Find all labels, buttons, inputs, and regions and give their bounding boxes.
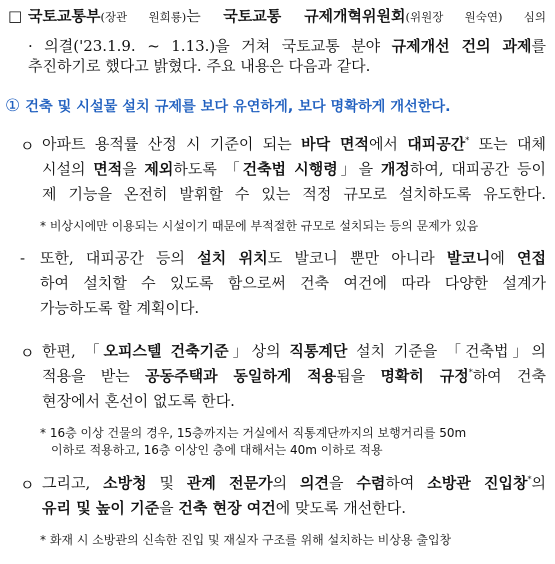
item-marker: ㅇ	[20, 137, 35, 155]
bullet-square-marker: □	[8, 7, 23, 25]
item-marker: ㅇ	[20, 344, 35, 362]
item1-line-3: 제 기능을 온전히 발휘할 수 있는 적정 규모로 설치하도록 유도한다.	[42, 185, 546, 203]
intro-line-3: 추진하기로 했다고 밝혔다. 주요 내용은 다음과 같다.	[28, 57, 371, 75]
item1-line-2: 시설의 면적을 제외하도록 「건축법 시행령」을 개정하여, 대피공간 등이	[42, 160, 546, 178]
item3-line-3: 현장에서 혼선이 없도록 한다.	[42, 392, 235, 410]
item3-line-2: 적용을 받는 공동주택과 동일하게 적용됨을 명확히 규정*하여 건축	[42, 367, 546, 385]
item3-footnote-1: * 16층 이상 건물의 경우, 15층까지는 거실에서 직통계단까지의 보행거리를 50m	[40, 426, 467, 440]
heading-number: ①	[5, 96, 21, 116]
dash-marker: -	[20, 249, 26, 267]
section-heading	[5, 95, 451, 118]
item2-line-2: 하여 설치할 수 있도록 함으로써 건축 여건에 따라 다양한 설계가	[40, 274, 546, 292]
item2-line-1: 또한, 대피공간 등의 설치 위치도 발코니 뿐만 아니라 발코니에 연접	[40, 249, 547, 267]
item4-line-1: 그리고, 소방청 및 관계 전문가의 의견을 수렴하여 소방관 진입창*의	[42, 474, 546, 492]
intro-line-2: · 의결('23.1.9. ~ 1.13.)을 거쳐 국토교통 분야 규제개선 건의 과제를	[28, 37, 546, 55]
intro-line-1: 국토교통부(장관 원희룡)는 국토교통 규제개혁위원회(위원장 원숙연) 심의	[28, 7, 546, 25]
item4-line-2: 유리 및 높이 기준을 건축 현장 여건에 맞도록 개선한다.	[42, 499, 406, 517]
item2-line-3: 가능하도록 할 계획이다.	[40, 299, 200, 317]
item1-line-1: 아파트 용적률 산정 시 기준이 되는 바닥 면적에서 대피공간* 또는 대체	[42, 135, 546, 153]
item3-line-1: 한편, 「오피스텔 건축기준」상의 직통계단 설치 기준을 「건축법」의	[42, 342, 546, 360]
item3-footnote-2: 이하로 적용하고, 16층 이상인 층에 대해서는 40m 이하로 적용	[51, 443, 383, 457]
item1-footnote: * 비상시에만 이용되는 시설이기 때문에 부적절한 규모로 설치되는 등의 문제가 있음	[40, 219, 479, 233]
heading-text: 건축 및 시설물 설치 규제를 보다 유연하게, 보다 명확하게 개선한다.	[25, 99, 451, 115]
item4-footnote: * 화재 시 소방관의 신속한 진입 및 재실자 구조를 위해 설치하는 비상용 출입창	[40, 533, 452, 547]
item-marker: ㅇ	[20, 476, 35, 494]
